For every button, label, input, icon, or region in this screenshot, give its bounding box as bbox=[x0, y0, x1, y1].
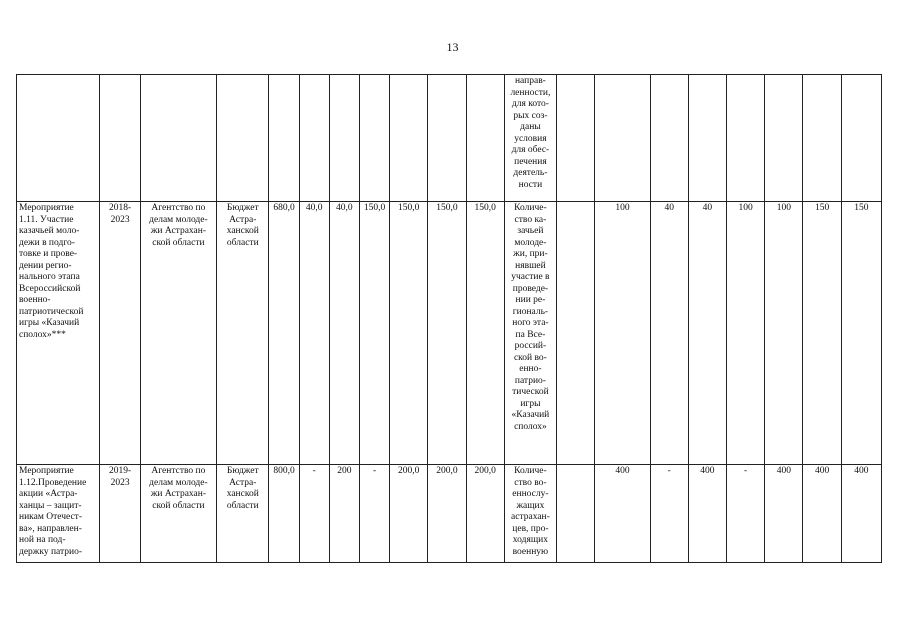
target-base-cell bbox=[557, 465, 595, 563]
amount-year-cell: - bbox=[359, 465, 389, 563]
target-year-cell bbox=[803, 75, 841, 202]
target-base-cell bbox=[557, 75, 595, 202]
executor-cell: Агентство по делам молоде- жи Астрахан- ской области bbox=[140, 465, 216, 563]
funding-source-cell: Бюджет Астра- ханской области bbox=[217, 465, 269, 563]
table-row bbox=[17, 465, 882, 563]
years-cell: 2018- 2023 bbox=[100, 202, 140, 465]
program-activities-table bbox=[16, 74, 882, 563]
target-year-cell bbox=[688, 75, 726, 202]
page-number: 13 bbox=[446, 40, 459, 54]
amount-year-cell: 40,0 bbox=[299, 202, 329, 465]
target-year-cell bbox=[650, 75, 688, 202]
amount-year-cell: 200,0 bbox=[390, 465, 428, 563]
amount-year-cell: 150,0 bbox=[390, 202, 428, 465]
target-year-cell: 150 bbox=[803, 202, 841, 465]
indicator-cell: направ- ленности, для кото- рых соз- даны условия для обес- печения деятель- ности bbox=[504, 75, 556, 202]
target-year-cell: 400 bbox=[841, 465, 881, 563]
amount-year-cell: 150,0 bbox=[428, 202, 466, 465]
amount-total-cell: 800,0 bbox=[269, 465, 299, 563]
amount-year-cell bbox=[329, 75, 359, 202]
amount-year-cell: 200 bbox=[329, 465, 359, 563]
target-year-cell: 40 bbox=[688, 202, 726, 465]
target-year-cell bbox=[841, 75, 881, 202]
target-base-cell bbox=[557, 202, 595, 465]
indicator-cell: Количе- ство во- еннослу- жащих астрахан- цев, про- ходящих военную bbox=[504, 465, 556, 563]
target-year-cell: 400 bbox=[688, 465, 726, 563]
target-year-cell: 100 bbox=[595, 202, 650, 465]
amount-year-cell bbox=[299, 75, 329, 202]
executor-cell: Агентство по делам молоде- жи Астрахан- ской области bbox=[140, 202, 216, 465]
amount-year-cell: 150,0 bbox=[359, 202, 389, 465]
amount-year-cell: 200,0 bbox=[466, 465, 504, 563]
amount-total-cell bbox=[269, 75, 299, 202]
target-year-cell: 400 bbox=[803, 465, 841, 563]
table-row bbox=[17, 202, 882, 465]
amount-total-cell: 680,0 bbox=[269, 202, 299, 465]
target-year-cell: 100 bbox=[727, 202, 765, 465]
target-year-cell: 40 bbox=[650, 202, 688, 465]
target-year-cell bbox=[765, 75, 803, 202]
amount-year-cell: 200,0 bbox=[428, 465, 466, 563]
activity-name-cell bbox=[17, 75, 100, 202]
amount-year-cell bbox=[428, 75, 466, 202]
target-year-cell: 150 bbox=[841, 202, 881, 465]
amount-year-cell: - bbox=[299, 465, 329, 563]
executor-cell bbox=[140, 75, 216, 202]
amount-year-cell bbox=[390, 75, 428, 202]
years-cell: 2019- 2023 bbox=[100, 465, 140, 563]
table-row bbox=[17, 75, 882, 202]
indicator-cell: Количе- ство ка- зачьей молоде- жи, при- нявшей участие в проведе- нии ре- гиональ- ного эта- па Все- россий- ской во- енно- патрио- тической игры «Казачий сполох» bbox=[504, 202, 556, 465]
activity-name-cell: Мероприятие 1.12.Проведение акции «Астра- ханцы – защит- никам Отечест- ва», направлен- ной на под- держку патрио- bbox=[17, 465, 100, 563]
activity-name-cell: Мероприятие 1.11. Участие казачьей моло- дежи в подго- товке и прове- дении регио- нального этапа Всероссийской военно- патриотической игры «Казачий сполох»*** bbox=[17, 202, 100, 465]
amount-year-cell: 150,0 bbox=[466, 202, 504, 465]
funding-source-cell: Бюджет Астра- ханской области bbox=[217, 202, 269, 465]
target-year-cell: 100 bbox=[765, 202, 803, 465]
amount-year-cell bbox=[466, 75, 504, 202]
target-year-cell: 400 bbox=[765, 465, 803, 563]
years-cell bbox=[100, 75, 140, 202]
amount-year-cell: 40,0 bbox=[329, 202, 359, 465]
target-year-cell: - bbox=[727, 465, 765, 563]
target-year-cell: 400 bbox=[595, 465, 650, 563]
target-year-cell bbox=[595, 75, 650, 202]
amount-year-cell bbox=[359, 75, 389, 202]
target-year-cell: - bbox=[650, 465, 688, 563]
target-year-cell bbox=[727, 75, 765, 202]
funding-source-cell bbox=[217, 75, 269, 202]
